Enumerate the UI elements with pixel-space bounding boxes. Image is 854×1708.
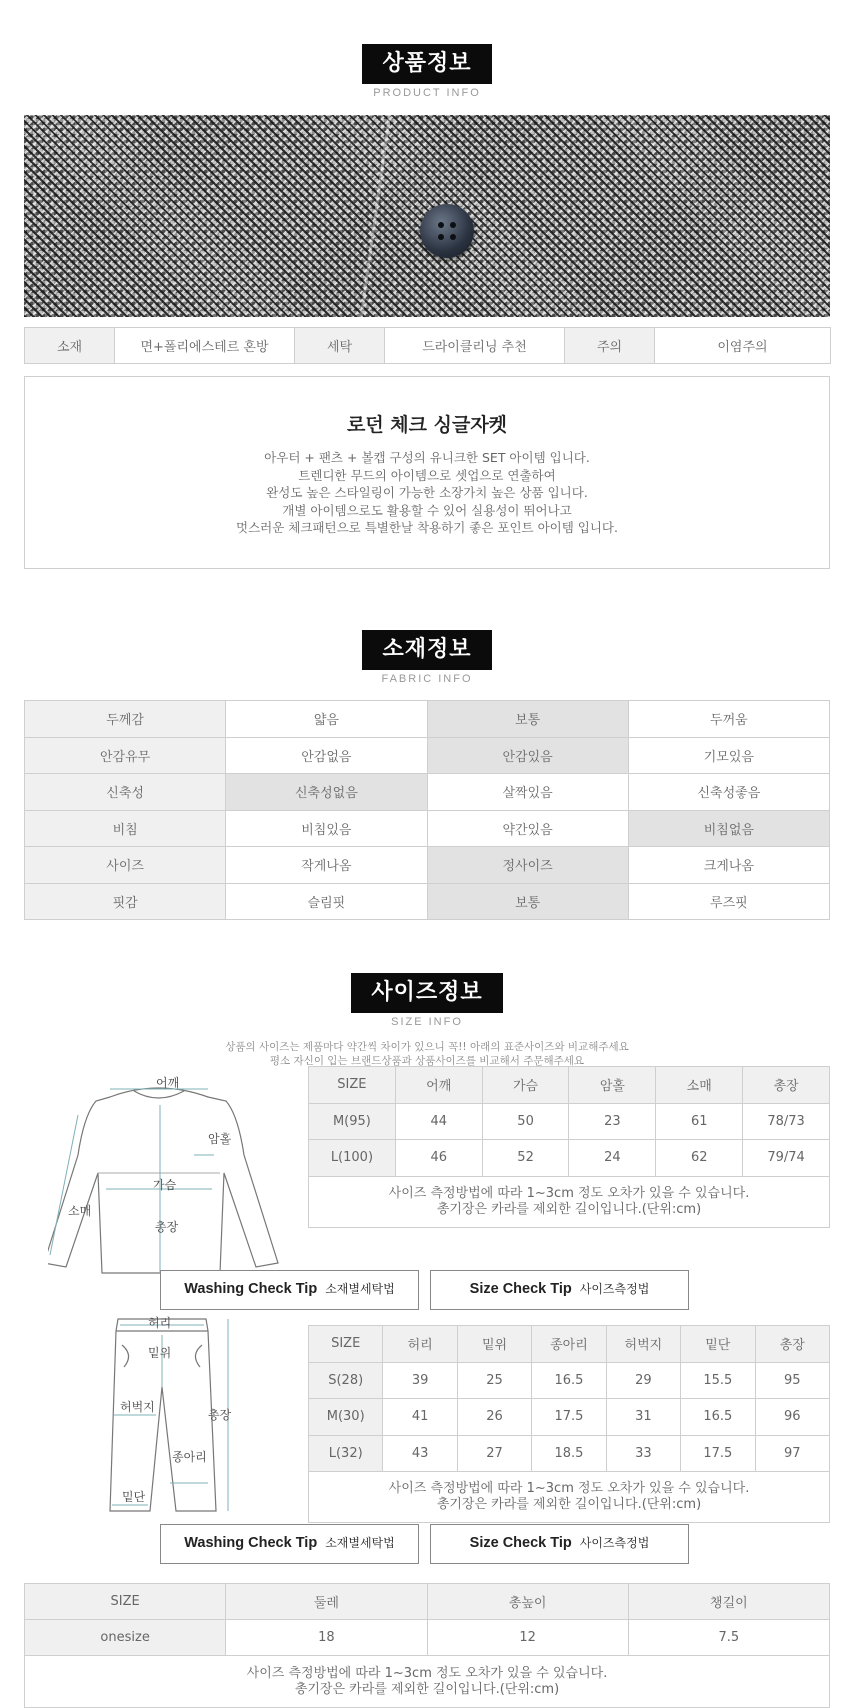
fabric-option-selected: 안감있음: [427, 737, 628, 774]
washing-tip-label: Washing Check Tip: [184, 1281, 318, 1297]
size-note-cell: [25, 1656, 830, 1708]
fabric-row: [25, 810, 830, 847]
size-header-cell: 허벅지: [606, 1326, 680, 1363]
size-row: [309, 1140, 830, 1177]
size-note-line: 총기장은 카라를 제외한 길이입니다.(단위:cm): [294, 1681, 560, 1697]
product-info-subtitle: PRODUCT INFO: [373, 87, 481, 99]
size-header-cell: 어깨: [395, 1067, 482, 1104]
size-row: [309, 1362, 830, 1399]
size-check-tip-button[interactable]: [430, 1270, 689, 1310]
care-label-material: 소재: [25, 328, 115, 364]
size-header-row: [309, 1326, 830, 1363]
size-header-cell: 암홀: [569, 1067, 656, 1104]
description-line: 멋스러운 체크패턴으로 특별한날 착용하기 좋은 포인트 아이템 입니다.: [236, 520, 618, 535]
size-value-cell: 97: [755, 1435, 829, 1472]
fabric-info-title: 소재정보: [362, 630, 491, 670]
size-info-subtitle: SIZE INFO: [391, 1016, 463, 1028]
size-value-cell: 31: [606, 1399, 680, 1436]
product-info-title: 상품정보: [362, 44, 491, 84]
size-value-cell: 18.5: [532, 1435, 606, 1472]
size-tip-sub: 사이즈측정법: [579, 1536, 650, 1550]
care-table: [24, 327, 831, 364]
product-description-box: [24, 376, 830, 569]
size-note-cell: [309, 1176, 830, 1227]
pants-size-table: [308, 1325, 830, 1523]
size-value-cell: 95: [755, 1362, 829, 1399]
washing-tip-label: Washing Check Tip: [184, 1535, 318, 1551]
size-value-cell: 33: [606, 1435, 680, 1472]
fabric-option: 슬림핏: [226, 883, 427, 920]
size-value-cell: 26: [457, 1399, 531, 1436]
fabric-row: [25, 883, 830, 920]
washing-check-tip-button[interactable]: [160, 1270, 419, 1310]
fabric-info-table: [24, 700, 830, 920]
washing-tip-sub: 소재별세탁법: [325, 1536, 395, 1550]
fabric-attribute-label: 핏감: [25, 883, 226, 920]
fabric-option-selected: 정사이즈: [427, 847, 628, 884]
size-value-cell: 78/73: [743, 1103, 830, 1140]
size-note-line: 평소 자신이 입는 브랜드상품과 상품사이즈를 비교해서 주문해주세요: [269, 1055, 585, 1067]
size-value-cell: 16.5: [681, 1399, 755, 1436]
diagram-label-pants-length: 총장: [208, 1408, 232, 1422]
size-value-cell: 16.5: [532, 1362, 606, 1399]
size-name-cell: M(95): [309, 1103, 396, 1140]
size-note-row: [309, 1176, 830, 1227]
size-note-line: 사이즈 측정방법에 따라 1~3cm 정도 오차가 있을 수 있습니다.: [388, 1481, 750, 1496]
fabric-attribute-label: 사이즈: [25, 847, 226, 884]
size-value-cell: 96: [755, 1399, 829, 1436]
size-note-line: 사이즈 측정방법에 따라 1~3cm 정도 오차가 있을 수 있습니다.: [388, 1185, 750, 1201]
fabric-option: 살짝있음: [427, 774, 628, 811]
fabric-option-selected: 보통: [427, 701, 628, 738]
fabric-option: 안감없음: [226, 737, 427, 774]
fabric-option-selected: 신축성없음: [226, 774, 427, 811]
fabric-attribute-label: 비침: [25, 810, 226, 847]
size-row: [309, 1103, 830, 1140]
fabric-option: 신축성좋음: [628, 774, 829, 811]
fabric-row: [25, 701, 830, 738]
size-value-cell: 23: [569, 1103, 656, 1140]
size-header-row: [25, 1584, 830, 1620]
size-value-cell: 24: [569, 1140, 656, 1177]
pants-measurement-diagram: [100, 1315, 250, 1515]
fabric-row: [25, 847, 830, 884]
fabric-option-selected: 보통: [427, 883, 628, 920]
size-header-cell: 종아리: [532, 1326, 606, 1363]
size-header-cell: 소매: [656, 1067, 743, 1104]
washing-tip-sub: 소재별세탁법: [325, 1282, 395, 1296]
size-value-cell: 7.5: [628, 1620, 829, 1656]
size-value-cell: 15.5: [681, 1362, 755, 1399]
size-header-cell: 총장: [755, 1326, 829, 1363]
diagram-label-chest: 가슴: [153, 1178, 177, 1192]
size-header-cell: 가슴: [482, 1067, 569, 1104]
fabric-option: 얇음: [226, 701, 427, 738]
fabric-row: [25, 737, 830, 774]
fabric-option: 기모있음: [628, 737, 829, 774]
care-value-caution: 이염주의: [655, 328, 831, 364]
diagram-label-shoulder: 어깨: [156, 1076, 180, 1090]
description-line: 개별 아이템으로도 활용할 수 있어 실용성이 뛰어나고: [282, 502, 572, 518]
size-header-cell: 챙길이: [628, 1584, 829, 1620]
size-value-cell: 62: [656, 1140, 743, 1177]
size-tip-label: Size Check Tip: [469, 1281, 572, 1297]
washing-check-tip-button-2[interactable]: [160, 1524, 419, 1564]
size-row: [25, 1620, 830, 1656]
size-value-cell: 18: [226, 1620, 427, 1656]
size-header-cell: 밑단: [681, 1326, 755, 1363]
size-note-line: 총기장은 카라를 제외한 길이입니다.(단위:cm): [436, 1497, 702, 1512]
size-value-cell: 17.5: [681, 1435, 755, 1472]
care-label-wash: 세탁: [295, 328, 385, 364]
fabric-info-subtitle: FABRIC INFO: [381, 673, 473, 685]
fabric-option: 두꺼움: [628, 701, 829, 738]
diagram-label-hem: 밑단: [122, 1490, 146, 1504]
size-header-cell: SIZE: [309, 1326, 383, 1363]
fabric-option: 작게나옴: [226, 847, 427, 884]
size-note-row: [25, 1656, 830, 1708]
care-label-caution: 주의: [565, 328, 655, 364]
diagram-label-waist: 허리: [148, 1316, 172, 1330]
jacket-measurement-diagram: [48, 1075, 288, 1275]
size-value-cell: 50: [482, 1103, 569, 1140]
size-row: [309, 1435, 830, 1472]
care-value-material: 면+폴리에스테르 혼방: [115, 328, 295, 364]
size-header-cell: SIZE: [25, 1584, 226, 1620]
size-header-cell: 둘레: [226, 1584, 427, 1620]
fabric-option: 루즈핏: [628, 883, 829, 920]
size-header-row: [309, 1067, 830, 1104]
description-line: 완성도 높은 스타일링이 가능한 소장가치 높은 상품 입니다.: [266, 485, 588, 500]
size-tip-sub: 사이즈측정법: [579, 1282, 650, 1296]
fabric-row: [25, 774, 830, 811]
size-name-cell: S(28): [309, 1362, 383, 1399]
size-check-tip-button-2[interactable]: [430, 1524, 689, 1564]
diagram-label-armhole: 암홀: [208, 1132, 232, 1146]
size-value-cell: 17.5: [532, 1399, 606, 1436]
size-note-line: 상품의 사이즈는 제품마다 약간씩 차이가 있으니 꼭!! 아래의 표준사이즈와 비교해주세요: [225, 1041, 629, 1053]
diagram-label-length: 총장: [155, 1220, 179, 1234]
size-header-cell: 허리: [383, 1326, 457, 1363]
size-value-cell: 79/74: [743, 1140, 830, 1177]
size-info-title: 사이즈정보: [351, 973, 502, 1013]
diagram-label-sleeve: 소매: [68, 1204, 92, 1218]
size-name-cell: onesize: [25, 1620, 226, 1656]
description-line: 트렌디한 무드의 아이템으로 셋업으로 연출하여: [298, 467, 556, 483]
size-value-cell: 29: [606, 1362, 680, 1399]
diagram-label-rise: 밑위: [148, 1346, 172, 1360]
size-value-cell: 61: [656, 1103, 743, 1140]
jacket-size-table: [308, 1066, 830, 1228]
fabric-attribute-label: 안감유무: [25, 737, 226, 774]
size-value-cell: 52: [482, 1140, 569, 1177]
size-value-cell: 12: [427, 1620, 628, 1656]
size-info-header: [0, 973, 854, 1028]
size-notes: [0, 1040, 854, 1068]
size-row: [309, 1399, 830, 1436]
diagram-label-thigh: 허벅지: [120, 1400, 155, 1414]
cap-size-table: [24, 1583, 830, 1708]
size-value-cell: 25: [457, 1362, 531, 1399]
fabric-option: 약간있음: [427, 810, 628, 847]
fabric-option: 크게나옴: [628, 847, 829, 884]
size-name-cell: M(30): [309, 1399, 383, 1436]
fabric-attribute-label: 신축성: [25, 774, 226, 811]
size-value-cell: 41: [383, 1399, 457, 1436]
size-name-cell: L(32): [309, 1435, 383, 1472]
size-header-cell: 총장: [743, 1067, 830, 1104]
description-line: 아우터 + 팬츠 + 볼캡 구성의 유니크한 SET 아이템 입니다.: [264, 450, 590, 465]
size-note-cell: [309, 1472, 830, 1523]
size-tip-label: Size Check Tip: [469, 1535, 572, 1551]
fabric-option-selected: 비침없음: [628, 810, 829, 847]
size-note-line: 사이즈 측정방법에 따라 1~3cm 정도 오차가 있을 수 있습니다.: [246, 1665, 608, 1681]
size-value-cell: 39: [383, 1362, 457, 1399]
size-header-cell: SIZE: [309, 1067, 396, 1104]
jacket-button-image: [420, 204, 474, 258]
diagram-label-knee: 종아리: [172, 1450, 207, 1464]
size-note-row: [309, 1472, 830, 1523]
size-header-cell: 밑위: [457, 1326, 531, 1363]
size-name-cell: L(100): [309, 1140, 396, 1177]
fabric-attribute-label: 두께감: [25, 701, 226, 738]
size-value-cell: 43: [383, 1435, 457, 1472]
product-name: 로던 체크 싱글자켓: [346, 414, 508, 436]
size-value-cell: 44: [395, 1103, 482, 1140]
fabric-close-up-image: [24, 115, 830, 317]
size-value-cell: 27: [457, 1435, 531, 1472]
product-info-header: [0, 44, 854, 99]
fabric-info-header: [0, 630, 854, 685]
size-header-cell: 총높이: [427, 1584, 628, 1620]
size-value-cell: 46: [395, 1140, 482, 1177]
size-note-line: 총기장은 카라를 제외한 길이입니다.(단위:cm): [436, 1201, 702, 1217]
fabric-option: 비침있음: [226, 810, 427, 847]
care-value-wash: 드라이클리닝 추천: [385, 328, 565, 364]
